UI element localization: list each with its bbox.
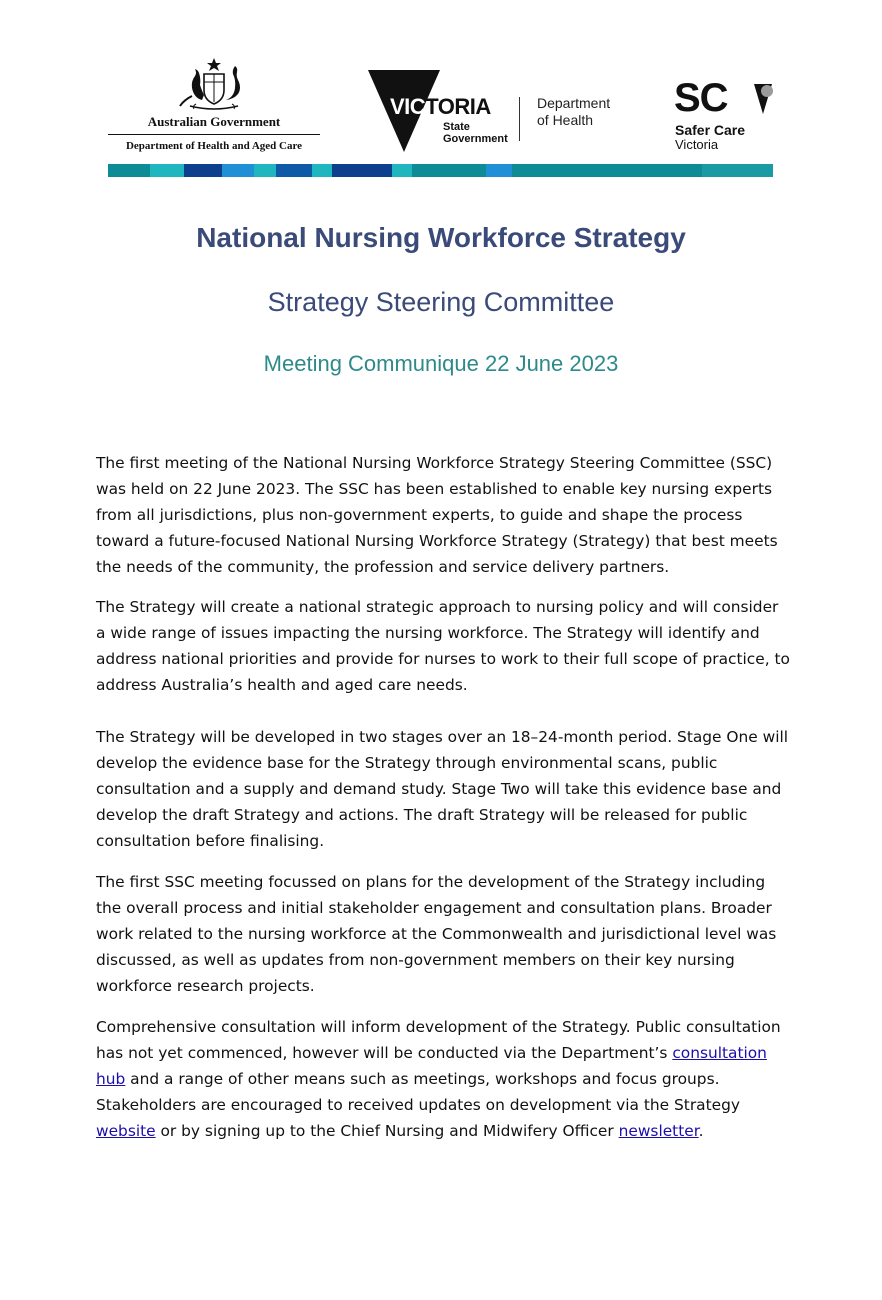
- vic-sub-line1: State: [443, 121, 470, 133]
- victoria-wordmark-rest: TORIA: [425, 94, 491, 119]
- stripe-segment: [702, 164, 773, 177]
- victoria-state-government: [443, 121, 508, 145]
- consultation-text-b: and a range of other means such as meetings, workshops and focus groups. Stakeholders are encouraged to received updates on development via the Strategy: [96, 1070, 740, 1114]
- consultation-hub-link[interactable]: consultation hub: [96, 1044, 767, 1088]
- australian-government-logo: [108, 56, 320, 152]
- header-color-stripe: [108, 164, 773, 177]
- stripe-segment: [412, 164, 486, 177]
- victoria-wordmark: [390, 94, 491, 120]
- consultation-text-d: .: [698, 1122, 704, 1140]
- newsletter-link[interactable]: newsletter: [618, 1122, 699, 1140]
- committee-subtitle: Strategy Steering Committee: [267, 287, 615, 317]
- safer-care-title: Safer Care: [675, 122, 746, 138]
- scv-monogram: SC: [674, 76, 728, 120]
- coat-of-arms-icon: [176, 56, 252, 112]
- paragraph-intro: The first meeting of the National Nursing Workforce Strategy Steering Committee (SSC) was held on 22 June 2023. The SSC has been established to enable key nursing experts from all jurisdictions, plus non-government experts, to guide and shape the process toward a future-focused National Nursing Workforce Strategy (Strategy) that best meets the needs of the community, the profession and service delivery partners.: [96, 454, 778, 576]
- stripe-segment: [222, 164, 254, 177]
- safer-care-victoria: Victoria: [675, 137, 719, 152]
- stripe-segment: [184, 164, 222, 177]
- stripe-segment: [486, 164, 512, 177]
- victoria-wordmark-inverse: VIC: [390, 94, 426, 119]
- meeting-date-heading: Meeting Communique 22 June 2023: [263, 351, 619, 376]
- document-title: National Nursing Workforce Strategy: [196, 222, 686, 253]
- paragraph-stages: The Strategy will be developed in two stages over an 18–24-month period. Stage One will develop the evidence base for the Strategy through environmental scans, public consultation and a supply and demand study. Stage Two will take this evidence base and develop the draft Strategy and actions. The draft Strategy will be released for public consultation before finalising.: [96, 728, 789, 850]
- stripe-segment: [276, 164, 312, 177]
- stripe-segment: [332, 164, 392, 177]
- paragraph-first-meeting: The first SSC meeting focussed on plans for the development of the Strategy including the overall process and initial stakeholder engagement and consultation plans. Broader work related to the nursing workforce at the Commonwealth and jurisdictional level was discussed, as well as updates from non-government members on their key nursing workforce research projects.: [96, 873, 777, 995]
- vic-logo-divider: [519, 97, 520, 141]
- australian-government-title: Australian Government: [147, 114, 281, 129]
- stripe-segment: [512, 164, 702, 177]
- stripe-segment: [254, 164, 276, 177]
- paragraph-consultation: [96, 1014, 790, 1144]
- department-health-aged-care: Department of Health and Aged Care: [125, 140, 303, 152]
- paragraph-strategy-scope: The Strategy will create a national strategic approach to nursing policy and will consider a wide range of issues impacting the nursing workforce. The Strategy will identify and address national priorities and provide for nurses to work to their full scope of practice, to address Australia’s health and aged care needs.: [96, 598, 790, 694]
- consultation-text-c: or by signing up to the Chief Nursing and Midwifery Officer: [155, 1122, 619, 1140]
- stripe-segment: [108, 164, 150, 177]
- consultation-text-a: Comprehensive consultation will inform development of the Strategy. Public consultation has not yet commenced, however will be conducted via the Department’s: [96, 1018, 781, 1062]
- stripe-segment: [312, 164, 332, 177]
- scv-droplet-icon: [752, 82, 774, 116]
- vic-dept-line2: of Health: [537, 112, 594, 128]
- stripe-segment: [392, 164, 412, 177]
- logo-divider: [108, 134, 320, 135]
- vic-dept-line1: Department: [537, 95, 611, 111]
- stripe-segment: [150, 164, 184, 177]
- vic-department-of-health: [537, 95, 610, 129]
- website-link[interactable]: website: [96, 1122, 156, 1140]
- vic-sub-line2: Government: [443, 133, 508, 145]
